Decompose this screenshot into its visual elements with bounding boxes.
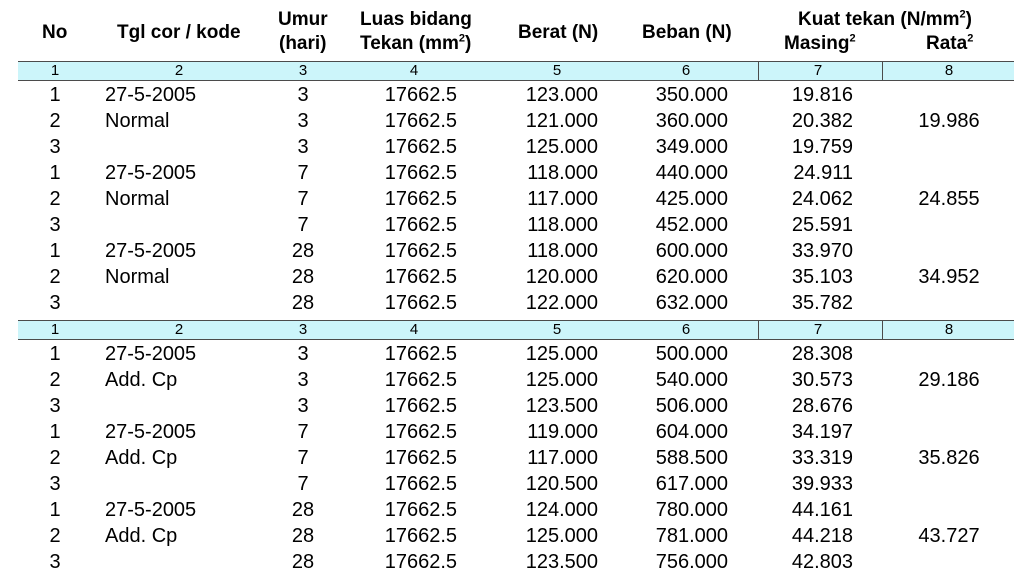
cell-umur: 7 — [297, 421, 309, 443]
table-row — [0, 549, 1024, 575]
cell-luas: 17662.5 — [384, 499, 457, 521]
table-row — [0, 393, 1024, 419]
cell-luas: 17662.5 — [384, 266, 457, 288]
header-masing-sup: 2 — [849, 32, 856, 45]
cell-umur: 7 — [297, 473, 309, 495]
average-value: 24.855 — [918, 188, 980, 210]
column-number: 4 — [409, 321, 419, 338]
cell-luas: 17662.5 — [384, 551, 457, 573]
cell-umur: 28 — [291, 499, 315, 521]
column-number: 3 — [298, 321, 308, 338]
band-divider — [758, 321, 759, 339]
cell-umur: 28 — [291, 551, 315, 573]
cell-no: 3 — [49, 551, 61, 573]
cell-luas: 17662.5 — [384, 421, 457, 443]
cell-umur: 3 — [297, 136, 309, 158]
cell-beban: 425.000 — [655, 188, 728, 210]
cell-tgl: Add. Cp — [105, 525, 178, 547]
table-row — [0, 523, 1024, 549]
cell-masing: 34.197 — [791, 421, 853, 443]
column-number: 3 — [298, 62, 308, 79]
column-number-band — [18, 61, 1014, 81]
column-number: 6 — [681, 321, 691, 338]
cell-beban: 360.000 — [655, 110, 728, 132]
band-divider — [882, 321, 883, 339]
cell-no: 2 — [49, 266, 61, 288]
cell-masing: 35.782 — [791, 292, 853, 314]
cell-berat: 120.500 — [525, 473, 598, 495]
table-row — [0, 497, 1024, 523]
header-masing-text: Masing — [784, 33, 850, 54]
cell-no: 2 — [49, 525, 61, 547]
cell-no: 3 — [49, 395, 61, 417]
cell-masing: 33.319 — [791, 447, 853, 469]
cell-no: 2 — [49, 369, 61, 391]
cell-luas: 17662.5 — [384, 214, 457, 236]
cell-no: 2 — [49, 110, 61, 132]
cell-masing: 24.911 — [793, 162, 853, 184]
cell-luas: 17662.5 — [384, 162, 457, 184]
header-kuat-close: ) — [965, 9, 972, 30]
header-umur-unit: (hari) — [279, 33, 327, 54]
cell-beban: 452.000 — [655, 214, 728, 236]
table-row — [0, 212, 1024, 238]
header-tekan-sup: 2 — [458, 32, 466, 45]
cell-berat: 123.500 — [525, 395, 598, 417]
table-row — [0, 419, 1024, 445]
cell-umur: 3 — [297, 369, 309, 391]
cell-beban: 349.000 — [655, 136, 728, 158]
cell-tgl: Normal — [105, 266, 170, 288]
cell-luas: 17662.5 — [384, 395, 457, 417]
cell-no: 2 — [49, 188, 61, 210]
header-kuat-text: Kuat tekan (N/mm — [798, 9, 960, 30]
cell-masing: 25.591 — [791, 214, 853, 236]
cell-luas: 17662.5 — [384, 525, 457, 547]
cell-beban: 604.000 — [655, 421, 728, 443]
header-beban: Beban (N) — [642, 22, 732, 43]
column-number: 5 — [552, 321, 562, 338]
cell-masing: 28.676 — [791, 395, 853, 417]
cell-luas: 17662.5 — [384, 136, 457, 158]
cell-masing: 44.218 — [791, 525, 853, 547]
cell-masing: 19.816 — [791, 84, 853, 106]
table-row — [0, 341, 1024, 367]
column-number: 6 — [681, 62, 691, 79]
cell-umur: 3 — [297, 343, 309, 365]
cell-berat: 118.000 — [527, 214, 598, 236]
cell-beban: 540.000 — [655, 369, 728, 391]
average-value: 29.186 — [918, 369, 980, 391]
cell-beban: 588.500 — [655, 447, 728, 469]
column-number: 2 — [174, 321, 184, 338]
header-berat: Berat (N) — [518, 22, 599, 43]
cell-umur: 3 — [297, 110, 309, 132]
cell-berat: 118.000 — [527, 162, 598, 184]
header-tgl: Tgl cor / kode — [117, 22, 241, 43]
cell-umur: 28 — [291, 266, 315, 288]
cell-beban: 756.000 — [655, 551, 728, 573]
cell-masing: 19.759 — [791, 136, 853, 158]
cell-luas: 17662.5 — [384, 292, 457, 314]
cell-masing: 39.933 — [791, 473, 853, 495]
column-number: 4 — [409, 62, 419, 79]
band-divider — [758, 62, 759, 80]
cell-berat: 119.000 — [527, 421, 598, 443]
cell-beban: 781.000 — [655, 525, 728, 547]
header-luas: Luas bidang — [360, 9, 472, 30]
cell-beban: 617.000 — [655, 473, 728, 495]
cell-luas: 17662.5 — [384, 473, 457, 495]
cell-umur: 7 — [297, 162, 309, 184]
cell-berat: 125.000 — [525, 369, 598, 391]
header-no: No — [42, 22, 68, 43]
table-row — [0, 264, 1024, 290]
cell-berat: 122.000 — [525, 292, 598, 314]
cell-berat: 124.000 — [525, 499, 598, 521]
cell-beban: 632.000 — [655, 292, 728, 314]
cell-umur: 7 — [297, 447, 309, 469]
table-row — [0, 186, 1024, 212]
cell-no: 3 — [49, 473, 61, 495]
column-number: 7 — [813, 62, 823, 79]
cell-berat: 117.000 — [527, 188, 598, 210]
header-tekan-close: ) — [465, 33, 472, 54]
cell-beban: 440.000 — [655, 162, 728, 184]
cell-beban: 506.000 — [655, 395, 728, 417]
cell-no: 1 — [49, 162, 61, 184]
cell-tgl: 27-5-2005 — [105, 499, 197, 521]
cell-no: 1 — [49, 499, 61, 521]
header-umur: Umur — [278, 9, 328, 30]
cell-tgl: Normal — [105, 188, 170, 210]
cell-berat: 120.000 — [525, 266, 598, 288]
header-kuat-sup: 2 — [959, 8, 966, 21]
cell-luas: 17662.5 — [384, 188, 457, 210]
header-kuat-tekan — [798, 9, 972, 31]
table-row — [0, 238, 1024, 264]
band-divider — [882, 62, 883, 80]
column-number: 5 — [552, 62, 562, 79]
cell-no: 3 — [49, 214, 61, 236]
cell-no: 1 — [49, 343, 61, 365]
cell-umur: 3 — [297, 84, 309, 106]
cell-masing: 35.103 — [791, 266, 853, 288]
cell-beban: 600.000 — [655, 240, 728, 262]
column-number: 1 — [50, 321, 60, 338]
table-row — [0, 471, 1024, 497]
cell-masing: 28.308 — [791, 343, 853, 365]
column-number: 8 — [944, 321, 954, 338]
cell-umur: 3 — [297, 395, 309, 417]
cell-tgl: 27-5-2005 — [105, 84, 197, 106]
column-number: 8 — [944, 62, 954, 79]
cell-berat: 125.000 — [525, 525, 598, 547]
cell-no: 1 — [49, 421, 61, 443]
cell-luas: 17662.5 — [384, 369, 457, 391]
cell-luas: 17662.5 — [384, 110, 457, 132]
cell-berat: 117.000 — [527, 447, 598, 469]
cell-no: 2 — [49, 447, 61, 469]
cell-luas: 17662.5 — [384, 343, 457, 365]
cell-masing: 44.161 — [791, 499, 853, 521]
table-row — [0, 134, 1024, 160]
average-value: 19.986 — [918, 110, 980, 132]
header-rata-text: Rata — [926, 33, 968, 54]
cell-masing: 42.803 — [791, 551, 853, 573]
table-row — [0, 290, 1024, 316]
cell-luas: 17662.5 — [384, 447, 457, 469]
average-value: 34.952 — [918, 266, 980, 288]
average-value: 35.826 — [918, 447, 980, 469]
cell-umur: 28 — [291, 525, 315, 547]
cell-no: 1 — [49, 240, 61, 262]
cell-no: 1 — [49, 84, 61, 106]
table-row — [0, 160, 1024, 186]
column-number-band — [18, 320, 1014, 340]
header-tekan-text: Tekan (mm — [360, 33, 459, 54]
cell-tgl: 27-5-2005 — [105, 421, 197, 443]
cell-no: 3 — [49, 292, 61, 314]
header-rata — [926, 33, 973, 55]
column-number: 1 — [50, 62, 60, 79]
cell-berat: 125.000 — [525, 136, 598, 158]
cell-tgl: Add. Cp — [105, 447, 178, 469]
header-masing — [784, 33, 856, 55]
cell-luas: 17662.5 — [384, 240, 457, 262]
column-number: 2 — [174, 62, 184, 79]
cell-beban: 780.000 — [655, 499, 728, 521]
table-row — [0, 367, 1024, 393]
cell-berat: 121.000 — [525, 110, 598, 132]
cell-berat: 125.000 — [525, 343, 598, 365]
cell-umur: 28 — [291, 240, 315, 262]
average-value: 43.727 — [918, 525, 980, 547]
cell-tgl: 27-5-2005 — [105, 343, 197, 365]
cell-tgl: Add. Cp — [105, 369, 178, 391]
cell-masing: 30.573 — [791, 369, 853, 391]
cell-berat: 118.000 — [527, 240, 598, 262]
cell-tgl: 27-5-2005 — [105, 162, 197, 184]
cell-umur: 7 — [297, 188, 309, 210]
cell-tgl: Normal — [105, 110, 170, 132]
header-tekan — [360, 33, 471, 55]
column-number: 7 — [813, 321, 823, 338]
cell-masing: 20.382 — [791, 110, 853, 132]
cell-berat: 123.500 — [525, 551, 598, 573]
cell-beban: 620.000 — [655, 266, 728, 288]
cell-no: 3 — [49, 136, 61, 158]
table-row — [0, 82, 1024, 108]
cell-berat: 123.000 — [525, 84, 598, 106]
table-row — [0, 108, 1024, 134]
header-rata-sup: 2 — [967, 32, 974, 45]
cell-masing: 24.062 — [791, 188, 853, 210]
table-row — [0, 445, 1024, 471]
cell-beban: 350.000 — [655, 84, 728, 106]
cell-beban: 500.000 — [655, 343, 728, 365]
cell-umur: 28 — [291, 292, 315, 314]
cell-masing: 33.970 — [791, 240, 853, 262]
cell-luas: 17662.5 — [384, 84, 457, 106]
cell-umur: 7 — [297, 214, 309, 236]
cell-tgl: 27-5-2005 — [105, 240, 197, 262]
